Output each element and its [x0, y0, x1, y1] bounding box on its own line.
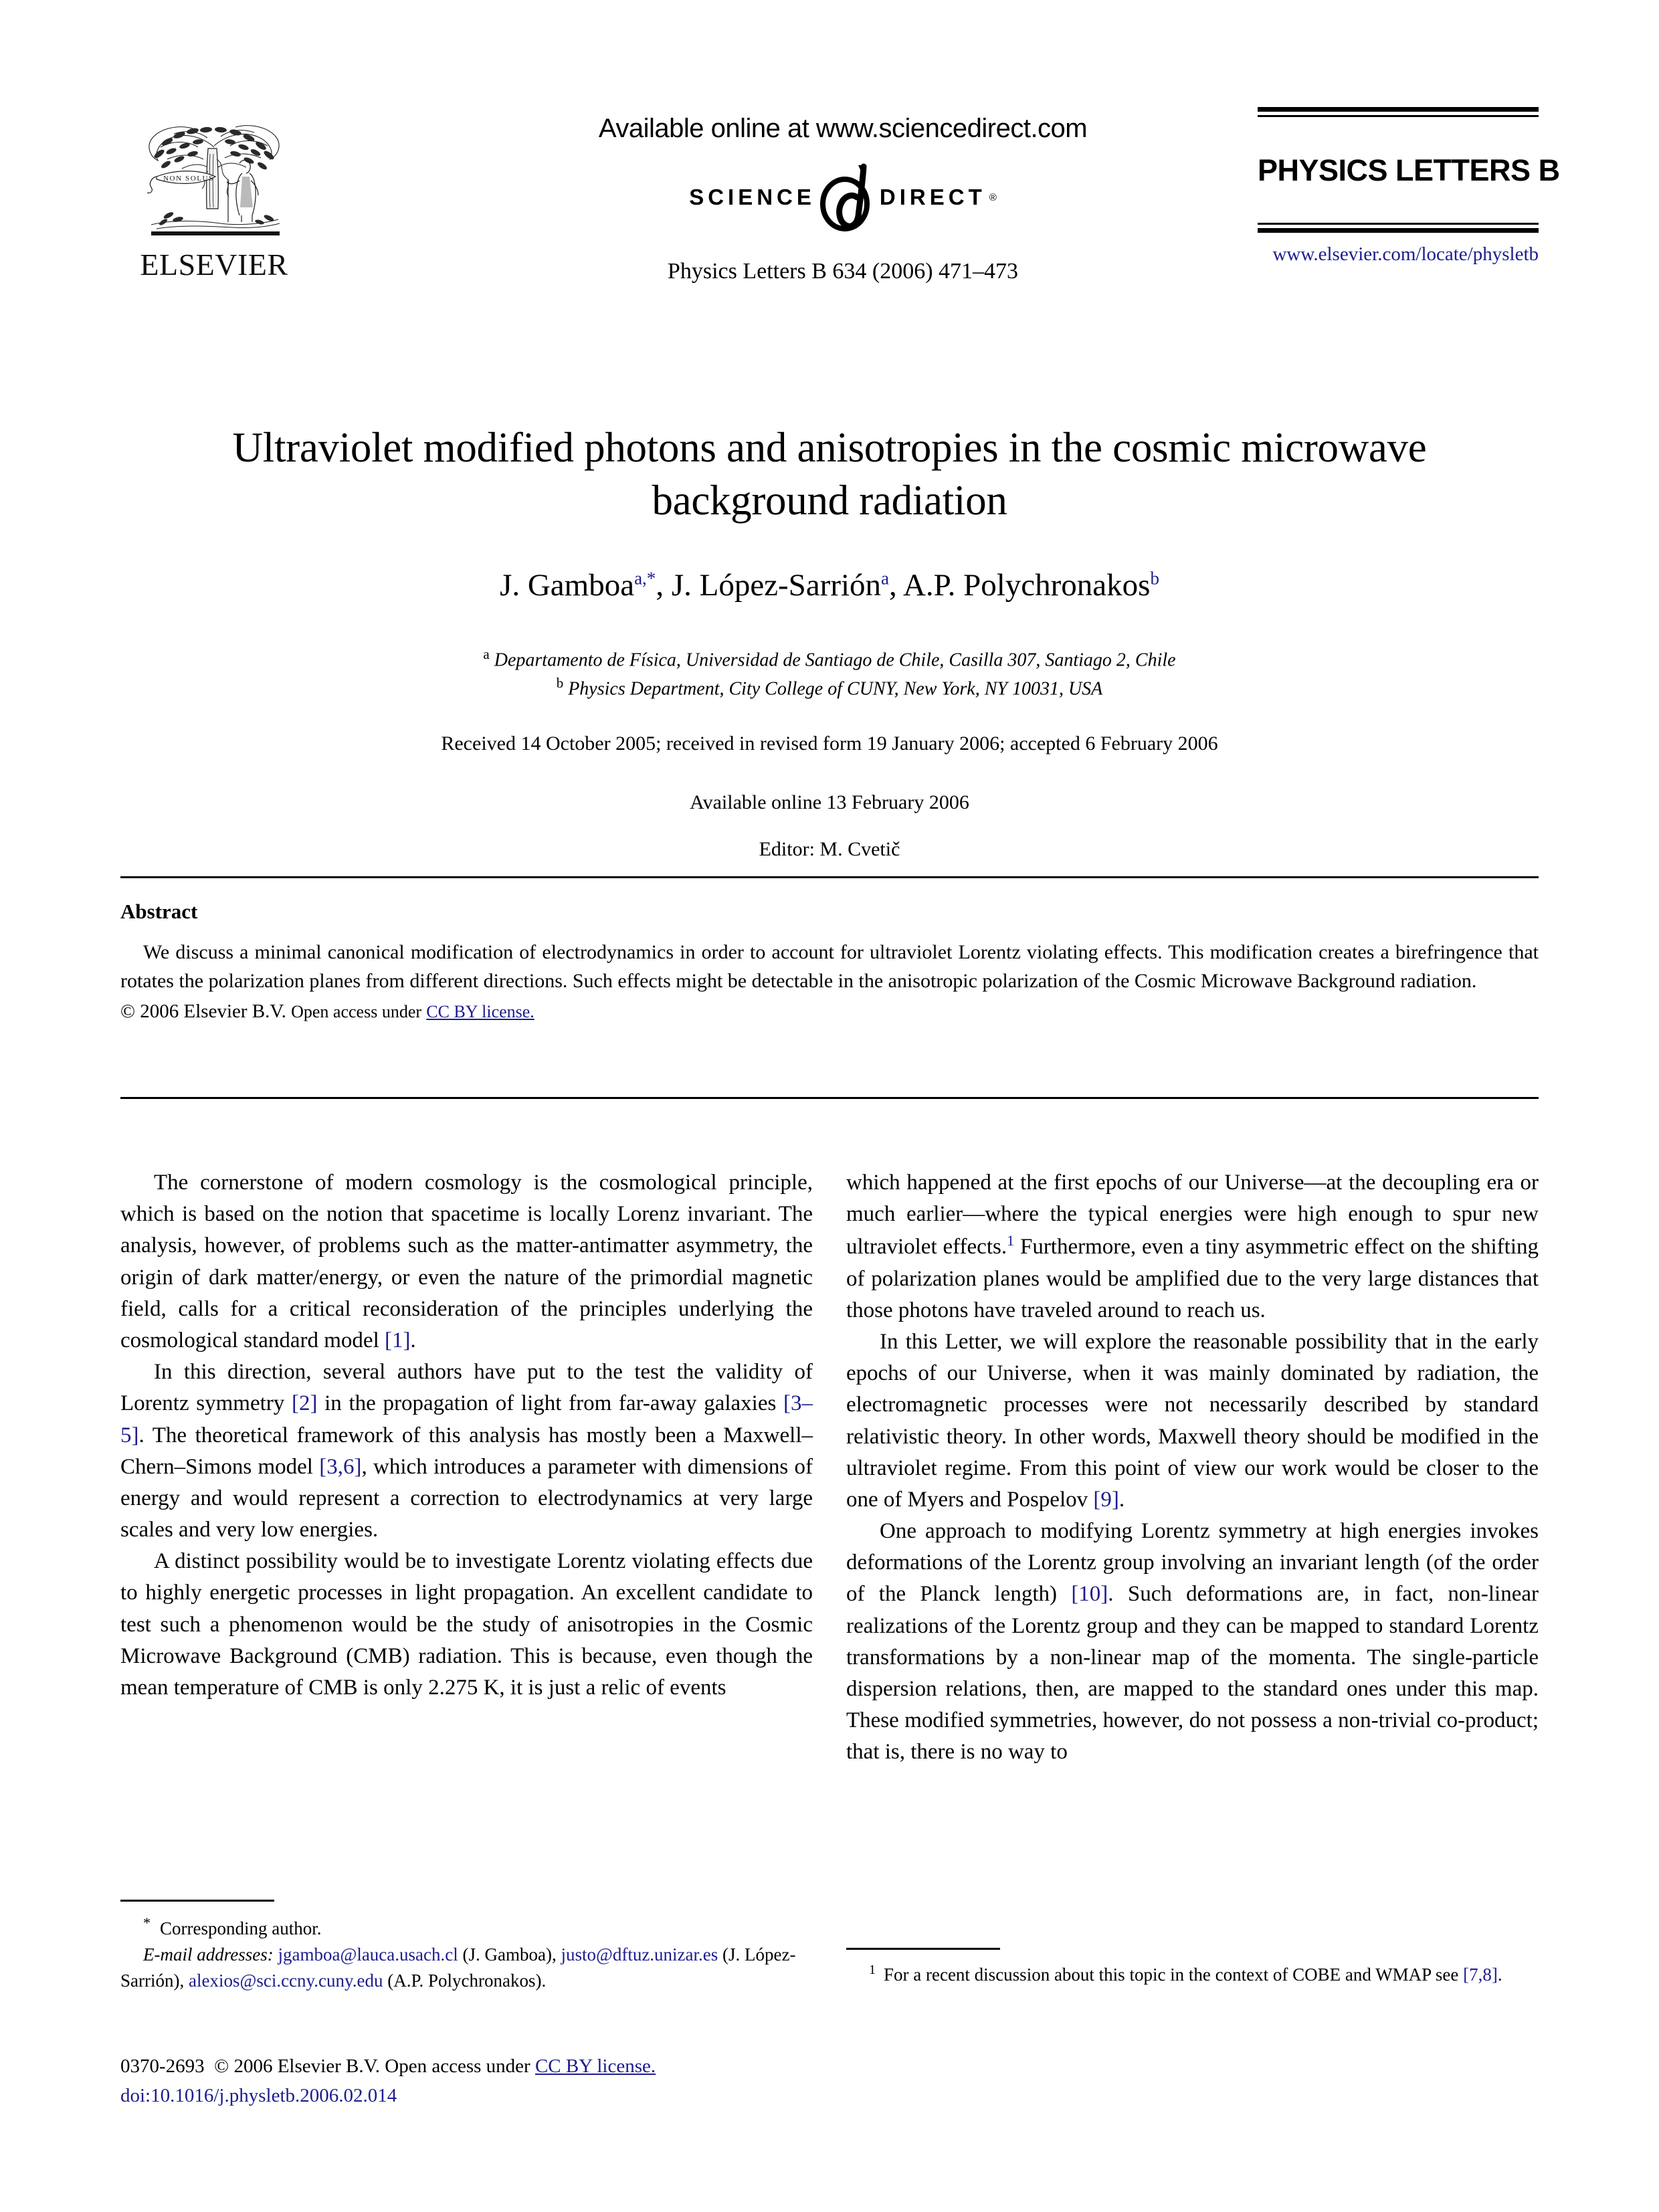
email-addresses-note	[120, 1942, 813, 1994]
imprint-line	[120, 2052, 856, 2082]
email-owner: (J. Gamboa),	[462, 1944, 557, 1965]
elsevier-tree-icon	[140, 107, 288, 244]
paragraph-text: .	[410, 1328, 416, 1352]
paragraph	[120, 1356, 813, 1546]
email-owner: (J. López-Sarrión),	[120, 1944, 796, 1991]
received-line: Received 14 October 2005; received in revised form 19 January 2006; accepted 6 February 2006	[441, 732, 1218, 755]
footnote-text: For a recent discussion about this topic in the context of COBE and WMAP see	[884, 1965, 1464, 1985]
citation-link[interactable]: [7,8]	[1463, 1965, 1498, 1985]
journal-masthead-block	[1258, 107, 1560, 266]
paragraph-text: A distinct possibility would be to investigate Lorentz violating effects due to highly energetic processes in light propagation. An excellent candidate to test such a phenomenon would be the study of anisotropies in the Cosmic Microwave Background (CMB) radiation. This is because, even though the mean temperature of CMB is only 2.275 K, it is just a relic of events	[120, 1549, 813, 1700]
author-affiliation-mark: a,*	[634, 567, 656, 588]
available-online-text: Available online at www.sciencedirect.com	[598, 114, 1088, 143]
editor-line: Editor: M. Cvetič	[759, 837, 900, 860]
sciencedirect-logo	[442, 163, 1244, 232]
journal-homepage-link[interactable]: www.elsevier.com/locate/physletb	[1272, 243, 1539, 265]
paragraph-text: In this Letter, we will explore the reasonable possibility that in the early epochs of our Universe, when it was mainly dominated by radiation, the electromagnetic processes were not necessarily described by standard relativistic theory. In other words, Maxwell theory should be modified in the ultraviolet regime. From this point of view our work would be closer to the one of Myers and Pospelov	[846, 1329, 1539, 1512]
footnote-one	[846, 1960, 1539, 1988]
paragraph-text: One approach to modifying Lorentz symmetry at high energies invokes deformations of the Lorentz group involving an invariant length (of the order of the Planck length)	[846, 1519, 1539, 1607]
journal-reference: Physics Letters B 634 (2006) 471–473	[667, 259, 1019, 284]
footnote-block-left	[120, 1900, 813, 1994]
paragraph-text: , which introduces a parameter with dimensions of energy and would represent a correction to electrodynamics at very large scales and very low energies.	[120, 1454, 813, 1542]
author-separator: ,	[656, 567, 672, 603]
journal-masthead-title: PHYSICS LETTERS B	[1258, 153, 1560, 187]
imprint-open-access: Open access under	[385, 2055, 530, 2077]
paragraph	[120, 1546, 813, 1704]
citation-link[interactable]: [9]	[1093, 1487, 1119, 1512]
corresponding-author-mark: *	[143, 1914, 151, 1931]
body-column-right	[846, 1167, 1539, 1769]
page-title: Ultraviolet modified photons and anisotropies in the cosmic microwave background radiation	[232, 424, 1427, 524]
footnote-text: .	[1497, 1965, 1502, 1985]
author-affiliation-mark: a	[881, 567, 890, 588]
open-access-text: Open access under	[291, 1002, 422, 1022]
author-name: J. López-Sarrión	[671, 567, 882, 603]
publication-dates	[167, 726, 1492, 762]
affiliation-text: Physics Department, City College of CUNY, New York, NY 10031, USA	[568, 678, 1103, 699]
corresponding-author-note	[120, 1912, 813, 1942]
email-owner: (A.P. Polychronakos).	[387, 1971, 547, 1991]
paragraph	[846, 1516, 1539, 1769]
paragraph-text: . The theoretical framework of this analysis has mostly been a Maxwell–Chern–Simons model	[120, 1423, 813, 1479]
author-name: J. Gamboa	[500, 567, 635, 603]
sciencedirect-direct-word: DIRECT	[879, 185, 986, 209]
abstract-top-rule	[120, 876, 1539, 878]
footnote-number: 1	[869, 1963, 876, 1977]
citation-link[interactable]: [10]	[1071, 1582, 1108, 1607]
registered-trademark-icon: ®	[989, 191, 997, 203]
sciencedirect-science-word: SCIENCE	[689, 185, 815, 209]
email-link[interactable]: alexios@sci.ccny.cuny.edu	[188, 1971, 383, 1991]
citation-link[interactable]: [2]	[291, 1391, 318, 1416]
copyright-text: © 2006 Elsevier B.V.	[120, 1001, 286, 1023]
paragraph	[846, 1326, 1539, 1516]
author-affiliation-mark: b	[1150, 567, 1159, 588]
svg-text:NON SOLUS: NON SOLUS	[163, 175, 214, 183]
doi-link[interactable]: doi:10.1016/j.physletb.2006.02.014	[120, 2084, 397, 2106]
affiliation-item	[167, 645, 1492, 674]
email-link[interactable]: justo@dftuz.unizar.es	[561, 1944, 718, 1965]
author-name: A.P. Polychronakos	[902, 567, 1151, 603]
masthead-top-rule	[1258, 107, 1539, 117]
citation-link[interactable]: [1]	[385, 1328, 411, 1352]
footnote-separator-rule	[120, 1900, 274, 1902]
author-list	[167, 567, 1492, 603]
footnote-separator-rule	[846, 1948, 1000, 1950]
paragraph	[846, 1167, 1539, 1326]
paragraph-text: .	[1118, 1487, 1125, 1512]
elsevier-wordmark: ELSEVIER	[140, 247, 288, 282]
email-link[interactable]: jgamboa@lauca.usach.cl	[278, 1944, 458, 1965]
available-online-line: Available online 13 February 2006	[690, 791, 969, 814]
paragraph-text: . Such deformations are, in fact, non-linear realizations of the Lorentz group and they can be mapped to standard Lorentz transformations by a non-linear map of the momenta. The single-particle dispersion relations, then, are mapped to the standard ones under this map. These modified symmetries, however, do not possess a non-trivial co-product; that is, there is no way to	[846, 1582, 1539, 1765]
affiliation-mark: a	[483, 645, 490, 662]
cc-by-license-link[interactable]: CC BY license.	[534, 2055, 656, 2077]
page-header	[120, 100, 1560, 321]
imprint-block	[120, 2052, 856, 2110]
footnote-reference-link[interactable]: 1	[1007, 1232, 1015, 1249]
email-label: E-mail addresses:	[143, 1944, 274, 1965]
title-block	[167, 421, 1492, 861]
paragraph-text: In this direction, several authors have put to the test the validity of Lorentz symmetry	[120, 1360, 813, 1416]
affiliation-list	[167, 645, 1492, 702]
affiliation-text: Departamento de Física, Universidad de Santiago de Chile, Casilla 307, Santiago 2, Chile	[494, 649, 1176, 670]
paragraph-text: which happened at the first epochs of our Universe—at the decoupling era or much earlier—where the typical energies were high enough to spur new ultraviolet effects.	[846, 1171, 1539, 1260]
footnote-block-right	[846, 1948, 1539, 1988]
cc-by-license-link[interactable]: CC BY license.	[426, 1002, 534, 1022]
elsevier-logo-block	[120, 107, 308, 282]
body-column-left	[120, 1167, 813, 1704]
paragraph-text: The cornerstone of modern cosmology is the cosmological principle, which is based on the notion that spacetime is locally Lorenz invariant. The analysis, however, of problems such as the matter-antimatter asymmetry, the origin of dark matter/energy, or even the nature of the primordial magnetic field, calls for a critical reconsideration of the principles underlying the cosmological standard model	[120, 1171, 813, 1352]
sciencedirect-block	[442, 114, 1244, 284]
paragraph	[120, 1167, 813, 1356]
abstract-copyright	[120, 1001, 1539, 1023]
affiliation-mark: b	[556, 674, 564, 691]
sciencedirect-d-icon	[815, 163, 880, 232]
issn-number: 0370-2693	[120, 2055, 205, 2077]
abstract-bottom-rule	[120, 1097, 1539, 1099]
abstract-text: We discuss a minimal canonical modification of electrodynamics in order to account for ultraviolet Lorentz violating effects. This modification creates a birefringence that rotates the polarization planes from different directions. Such effects might be detectable in the anisotropic polarization of the Cosmic Microwave Background radiation.	[120, 941, 1539, 992]
author-separator: ,	[889, 567, 903, 603]
citation-link[interactable]: [3,6]	[319, 1454, 362, 1479]
abstract-section	[120, 900, 1539, 1023]
affiliation-item	[167, 674, 1492, 702]
abstract-heading: Abstract	[120, 900, 198, 923]
masthead-bottom-rule	[1258, 223, 1539, 233]
imprint-copyright: © 2006 Elsevier B.V.	[214, 2055, 381, 2077]
paragraph-text: in the propagation of light from far-away galaxies	[317, 1391, 783, 1416]
paragraph-text: Furthermore, even a tiny asymmetric effect on the shifting of polarization planes would be amplified due to the very large distances that those photons have traveled around to reach us.	[846, 1235, 1539, 1322]
citation-link[interactable]: [3–5]	[120, 1391, 813, 1447]
corresponding-author-text: Corresponding author.	[160, 1918, 322, 1938]
